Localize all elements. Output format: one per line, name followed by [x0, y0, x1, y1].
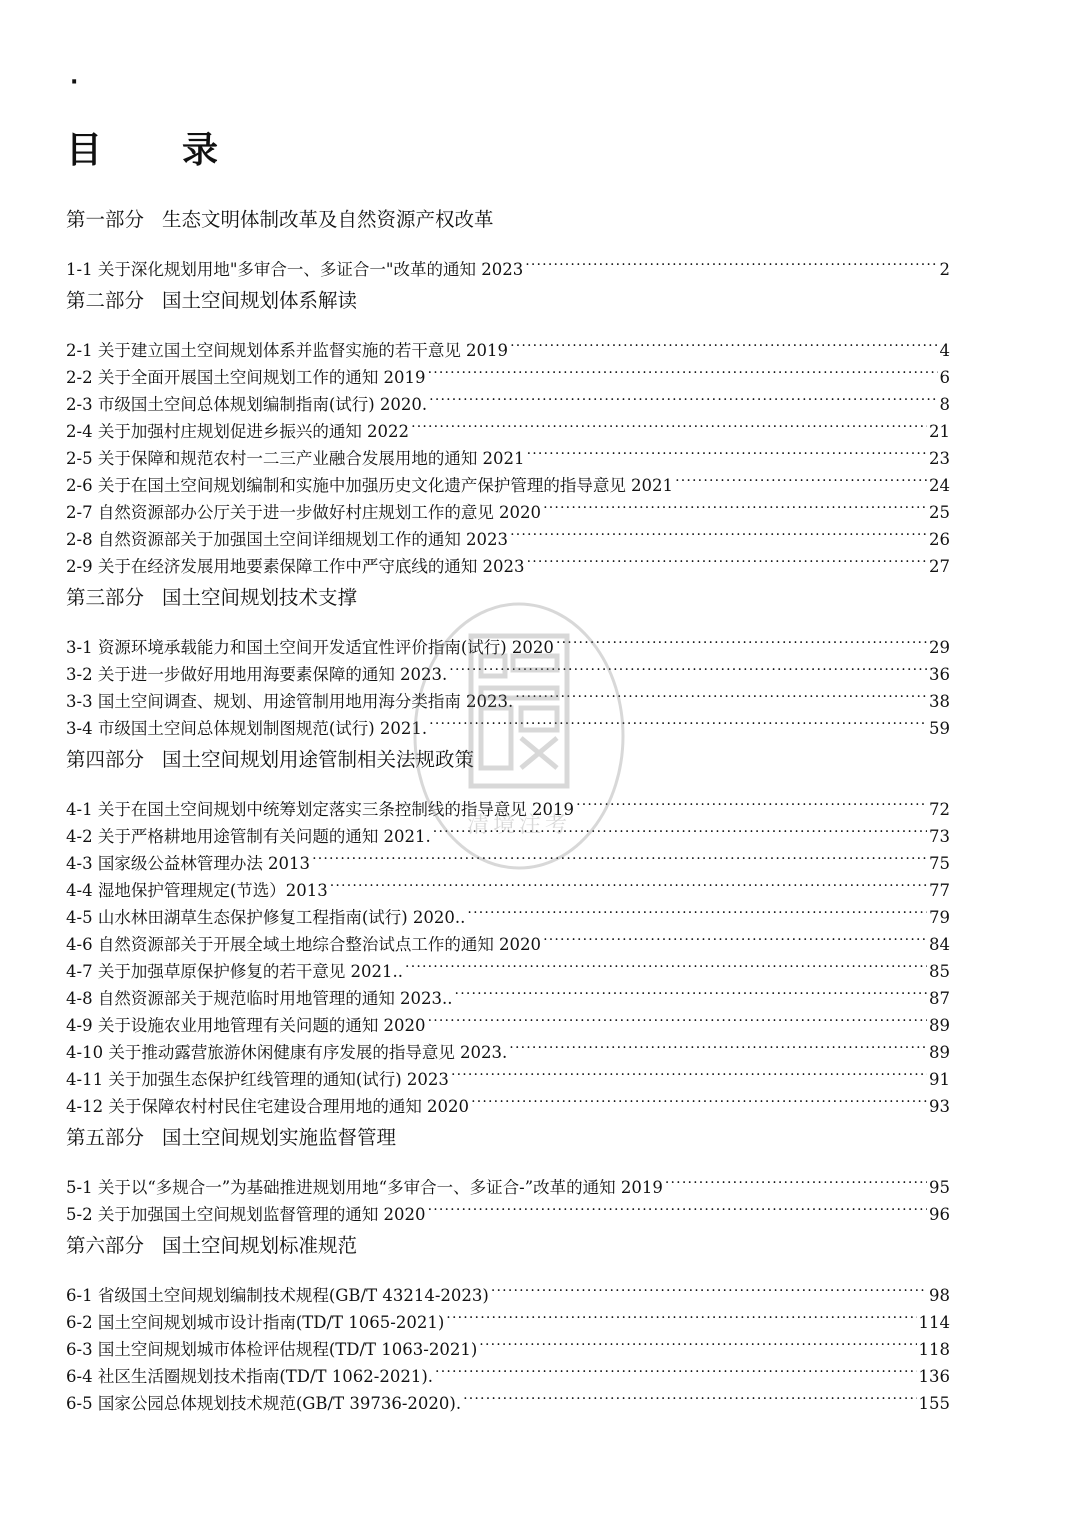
toc-entry-page: 87 [929, 989, 950, 1008]
toc-title-char-1: 目 [66, 130, 103, 171]
toc-entry-title: 3-3 国土空间调查、规划、用途管制用地用海分类指南 2023. [66, 692, 514, 711]
dot-leader [479, 1328, 916, 1355]
toc-entry-page: 72 [929, 800, 950, 819]
toc-section [66, 285, 950, 576]
toc-entry-title: 4-7 关于加强草原保护修复的若干意见 2021.. [66, 962, 404, 981]
toc-section [66, 744, 950, 1116]
dot-leader [312, 842, 927, 869]
toc-entry-title: 3-2 关于进一步做好用地用海要素保障的通知 2023. [66, 665, 448, 684]
section-number: 第六部分 [66, 1234, 145, 1257]
dot-leader [428, 356, 938, 383]
toc-entry-page: 27 [929, 557, 950, 576]
toc-section [66, 1230, 950, 1413]
toc-entry-title: 4-11 关于加强生态保护红线管理的通知(试行) 2023 [66, 1070, 449, 1089]
toc-entry-page: 77 [929, 881, 950, 900]
section-number: 第四部分 [66, 748, 145, 771]
dot-leader [429, 383, 937, 410]
toc-entry-page: 79 [929, 908, 950, 927]
dot-leader [525, 248, 937, 275]
toc-entry-page: 24 [929, 476, 950, 495]
toc-entry-title: 3-1 资源环境承载能力和国土空间开发适宜性评价指南(试行) 2020 [66, 638, 554, 657]
section-heading [66, 285, 950, 317]
toc-entry-title: 2-3 市级国土空间总体规划编制指南(试行) 2020. [66, 395, 428, 414]
toc-entry-page: 89 [929, 1043, 950, 1062]
section-number: 第二部分 [66, 289, 145, 312]
dot-leader [509, 1031, 927, 1058]
toc-entry-page: 29 [929, 638, 950, 657]
toc-entry-title: 6-3 国土空间规划城市体检评估规程(TD/T 1063-2021) [66, 1340, 478, 1359]
toc-entry-page: 59 [929, 719, 950, 738]
toc-entry-title: 5-1 关于以“多规合一”为基础推进规划用地“多审合一、多证合-”改革的通知 2019 [66, 1178, 663, 1197]
toc-entry-page: 2 [939, 260, 950, 279]
toc-entry-title: 6-5 国家公园总体规划技术规范(GB/T 39736-2020). [66, 1394, 462, 1413]
dot-leader [515, 680, 927, 707]
toc-entry-page: 114 [918, 1313, 950, 1332]
dot-leader [463, 1382, 916, 1409]
toc-entry-page: 21 [929, 422, 950, 441]
dot-leader [428, 1004, 927, 1031]
toc-entry[interactable] [66, 329, 950, 360]
toc-entry-page: 98 [929, 1286, 950, 1305]
toc-entry-page: 89 [929, 1016, 950, 1035]
dot-leader [527, 545, 927, 572]
toc-entry-page: 91 [929, 1070, 950, 1089]
page-marker: · [70, 70, 79, 95]
table-of-contents [66, 200, 950, 1419]
section-name: 生态文明体制改革及自然资源产权改革 [162, 208, 494, 231]
toc-entry-page: 85 [929, 962, 950, 981]
section-number: 第一部分 [66, 208, 145, 231]
dot-leader [675, 464, 927, 491]
section-heading [66, 744, 950, 776]
toc-entry-title: 4-5 山水林田湖草生态保护修复工程指南(试行) 2020.. [66, 908, 466, 927]
toc-entry-page: 75 [929, 854, 950, 873]
toc-entry-page: 118 [918, 1340, 950, 1359]
dot-leader [543, 923, 927, 950]
dot-leader [433, 815, 927, 842]
toc-entry-title: 4-4 湿地保护管理规定(节选）2013 [66, 881, 328, 900]
dot-leader [429, 707, 927, 734]
section-name: 国土空间规划技术支撑 [162, 586, 358, 609]
toc-entry-page: 6 [939, 368, 950, 387]
toc-entry-page: 73 [929, 827, 950, 846]
dot-leader [455, 977, 927, 1004]
dot-leader [446, 1301, 916, 1328]
dot-leader [435, 1355, 916, 1382]
toc-section [66, 582, 950, 738]
toc-section [66, 1122, 950, 1224]
toc-entry-title: 2-1 关于建立国土空间规划体系并监督实施的若干意见 2019 [66, 341, 509, 360]
toc-entry-title: 2-2 关于全面开展国土空间规划工作的通知 2019 [66, 368, 426, 387]
section-name: 国土空间规划实施监督管理 [162, 1126, 397, 1149]
toc-entry-page: 26 [929, 530, 950, 549]
section-heading [66, 204, 950, 236]
toc-entry-title: 2-7 自然资源部办公厅关于进一步做好村庄规划工作的意见 2020 [66, 503, 542, 522]
dot-leader [330, 869, 927, 896]
section-name: 国土空间规划标准规范 [162, 1234, 358, 1257]
toc-entry-title: 4-10 关于推动露营旅游休闲健康有序发展的指导意见 2023. [66, 1043, 508, 1062]
toc-entry-title: 4-8 自然资源部关于规范临时用地管理的通知 2023.. [66, 989, 453, 1008]
toc-title [66, 122, 218, 173]
toc-entry-page: 8 [939, 395, 950, 414]
toc-entry-page: 95 [929, 1178, 950, 1197]
toc-entry-page: 25 [929, 503, 950, 522]
dot-leader [405, 950, 927, 977]
toc-entry-page: 23 [929, 449, 950, 468]
toc-entry-page: 155 [918, 1394, 950, 1413]
toc-title-char-2: 录 [182, 130, 219, 171]
toc-entry-title: 4-2 关于严格耕地用途管制有关问题的通知 2021. [66, 827, 431, 846]
toc-entry[interactable] [66, 1166, 950, 1197]
dot-leader [471, 1085, 927, 1112]
dot-leader [556, 626, 927, 653]
dot-leader [510, 329, 937, 356]
toc-entry-title: 4-1 关于在国土空间规划中统筹划定落实三条控制线的指导意见 2019 [66, 800, 575, 819]
toc-entry-title: 4-6 自然资源部关于开展全域土地综合整治试点工作的通知 2020 [66, 935, 542, 954]
section-heading [66, 1230, 950, 1262]
toc-entry[interactable] [66, 248, 950, 279]
toc-entry-page: 84 [929, 935, 950, 954]
toc-entry-title: 2-9 关于在经济发展用地要素保障工作中严守底线的通知 2023 [66, 557, 525, 576]
toc-entry-title: 4-12 关于保障农村村民住宅建设合理用地的通知 2020 [66, 1097, 470, 1116]
toc-entry[interactable] [66, 788, 950, 819]
dot-leader [491, 1274, 927, 1301]
toc-entry-page: 38 [929, 692, 950, 711]
dot-leader [428, 1193, 927, 1220]
dot-leader [527, 437, 927, 464]
toc-entry-title: 2-6 关于在国土空间规划编制和实施中加强历史文化遗产保护管理的指导意见 2021 [66, 476, 674, 495]
section-heading [66, 1122, 950, 1154]
toc-entry-title: 5-2 关于加强国土空间规划监督管理的通知 2020 [66, 1205, 426, 1224]
toc-entry-page: 136 [918, 1367, 950, 1386]
toc-entry-page: 4 [939, 341, 950, 360]
toc-entry-title: 2-8 自然资源部关于加强国土空间详细规划工作的通知 2023 [66, 530, 509, 549]
dot-leader [665, 1166, 927, 1193]
toc-section [66, 204, 950, 279]
dot-leader [411, 410, 927, 437]
toc-entry-page: 93 [929, 1097, 950, 1116]
section-number: 第三部分 [66, 586, 145, 609]
dot-leader [467, 896, 927, 923]
section-heading [66, 582, 950, 614]
dot-leader [543, 491, 927, 518]
toc-entry-title: 2-5 关于保障和规范农村一二三产业融合发展用地的通知 2021 [66, 449, 525, 468]
section-number: 第五部分 [66, 1126, 145, 1149]
dot-leader [451, 1058, 927, 1085]
section-name: 国土空间规划用途管制相关法规政策 [162, 748, 475, 771]
dot-leader [510, 518, 927, 545]
toc-entry[interactable] [66, 626, 950, 657]
toc-entry-title: 6-4 社区生活圈规划技术指南(TD/T 1062-2021). [66, 1367, 434, 1386]
toc-entry-page: 96 [929, 1205, 950, 1224]
toc-entry-page: 36 [929, 665, 950, 684]
watermark-text: 清境注考 [466, 813, 572, 838]
toc-entry[interactable] [66, 1274, 950, 1305]
toc-entry-title: 3-4 市级国土空间总体规划制图规范(试行) 2021. [66, 719, 428, 738]
toc-entry-title: 6-1 省级国土空间规划编制技术规程(GB/T 43214-2023) [66, 1286, 489, 1305]
toc-entry-title: 4-9 关于设施农业用地管理有关问题的通知 2020 [66, 1016, 426, 1035]
toc-entry-title: 4-3 国家级公益林管理办法 2013 [66, 854, 311, 873]
dot-leader [449, 653, 927, 680]
toc-entry-title: 2-4 关于加强村庄规划促进乡振兴的通知 2022 [66, 422, 410, 441]
toc-entry-title: 1-1 关于深化规划用地"多审合一、多证合一"改革的通知 2023 [66, 260, 524, 279]
toc-entry-title: 6-2 国土空间规划城市设计指南(TD/T 1065-2021) [66, 1313, 445, 1332]
section-name: 国土空间规划体系解读 [162, 289, 358, 312]
dot-leader [576, 788, 927, 815]
